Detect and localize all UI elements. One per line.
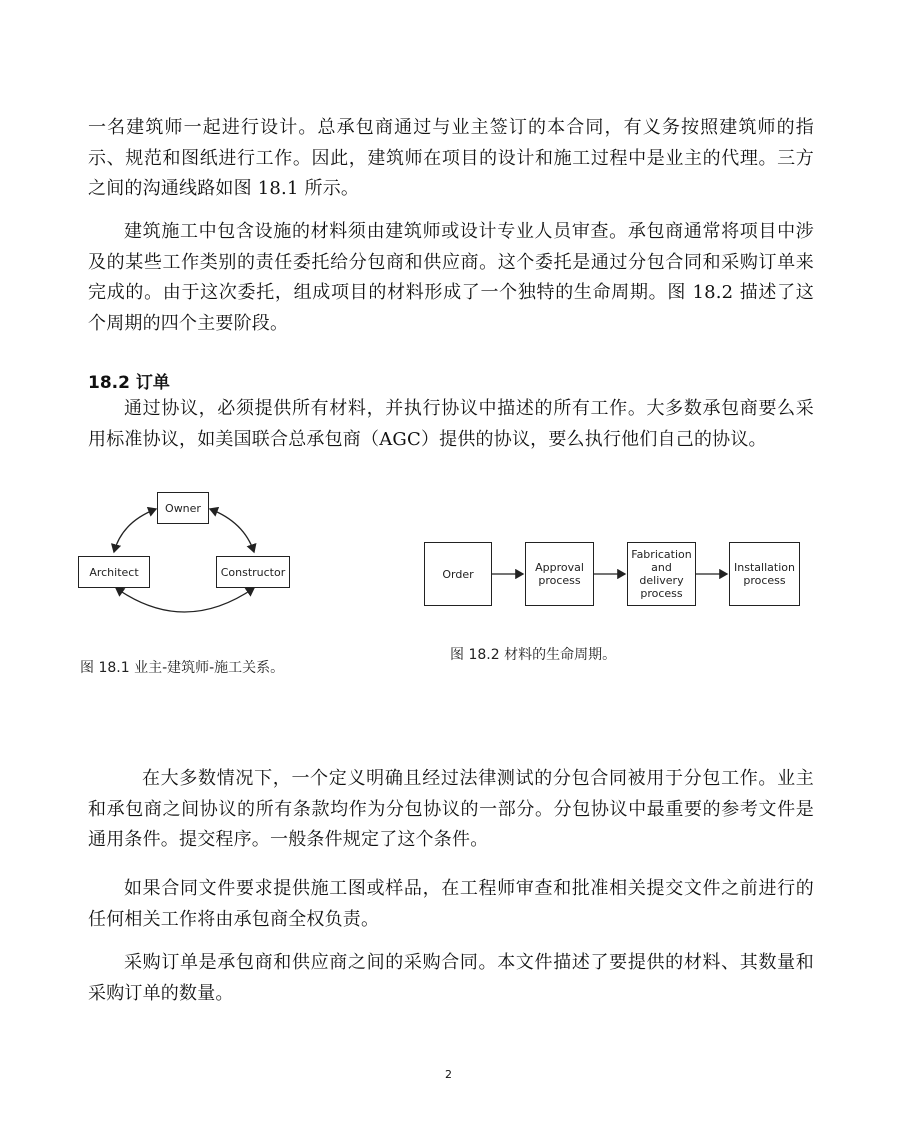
- page-number: 2: [445, 1068, 452, 1081]
- paragraph-4: 在大多数情况下，一个定义明确且经过法律测试的分包合同被用于分包工作。业主和承包商之间协议的所有条款均作为分包协议的一部分。分包协议中最重要的参考文件是通用条件。提交程序。一般条件规定了这个条件。: [88, 768, 814, 850]
- fabrication-delivery-box: Fabrication and delivery process: [627, 542, 696, 606]
- paragraph-3: 通过协议，必须提供所有材料，并执行协议中描述的所有工作。大多数承包商要么采用标准协议，如美国联合总承包商（AGC）提供的协议，要么执行他们自己的协议。: [88, 398, 814, 450]
- figure-material-life-cycle: [424, 540, 800, 610]
- section-heading: 18.2 订单: [88, 373, 170, 393]
- paragraph-1: 一名建筑师一起进行设计。总承包商通过与业主签订的本合同，有义务按照建筑师的指示、规范和图纸进行工作。因此，建筑师在项目的设计和施工过程中是业主的代理。三方之间的沟通线路如图 18.1 所示。: [88, 117, 814, 199]
- installation-process-box: Installation process: [729, 542, 800, 606]
- figure-2-caption: 图 18.2 材料的生命周期。: [450, 647, 617, 663]
- figure-1-caption: 图 18.1 业主-建筑师-施工关系。: [80, 660, 285, 676]
- constructor-box: Constructor: [216, 556, 290, 588]
- paragraph-6: 采购订单是承包商和供应商之间的采购合同。本文件描述了要提供的材料、其数量和采购订单的数量。: [88, 952, 814, 1004]
- owner-box: Owner: [157, 492, 209, 524]
- figure-owner-architect-constructor: [78, 488, 298, 628]
- paragraph-5: 如果合同文件要求提供施工图或样品，在工程师审查和批准相关提交文件之前进行的任何相关工作将由承包商全权负责。: [88, 878, 814, 930]
- approval-process-box: Approval process: [525, 542, 594, 606]
- paragraph-2: 建筑施工中包含设施的材料须由建筑师或设计专业人员审查。承包商通常将项目中涉及的某些工作类别的责任委托给分包商和供应商。这个委托是通过分包合同和采购订单来完成的。由于这次委托，组成项目的材料形成了一个独特的生命周期。图 18.2 描述了这个周期的四个主要阶段。: [88, 221, 814, 334]
- architect-box: Architect: [78, 556, 150, 588]
- order-box: Order: [424, 542, 492, 606]
